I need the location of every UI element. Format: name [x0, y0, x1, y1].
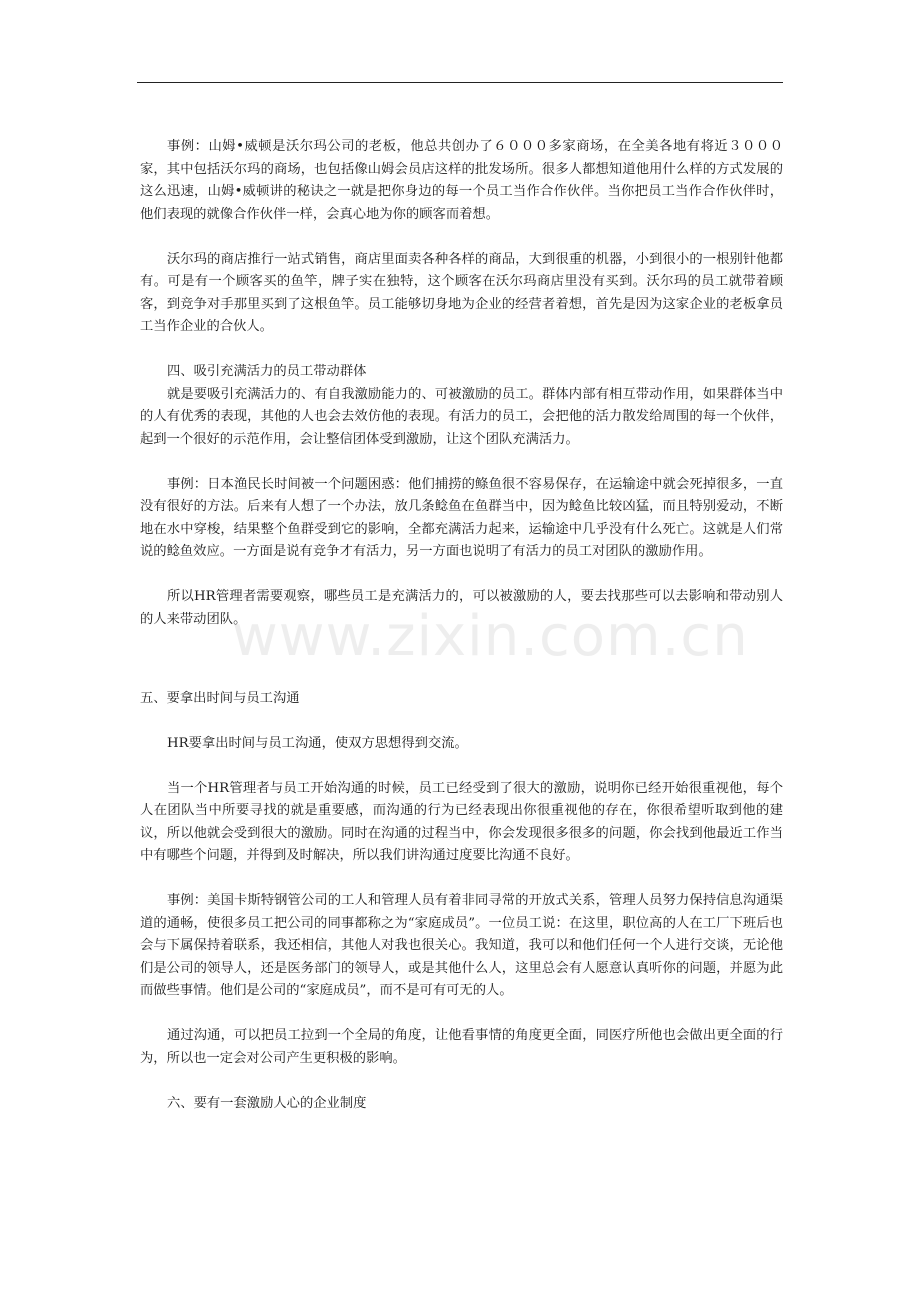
paragraph-hr-observe: 所以HR管理者需要观察，哪些员工是充满活力的，可以被激励的人，要去找那些可以去影响和带动别人的人来带动团队。	[140, 589, 783, 627]
paragraph-hr-communicate: HR要拿出时间与员工沟通，使双方思想得到交流。	[167, 735, 468, 751]
paragraph-walmart-store: 沃尔玛的商店推行一站式销售，商店里面卖各种各样的商品，大到很重的机器，小到很小的一根别针他都有。可是有一个顾客买的鱼竿，牌子实在独特，这个顾客在沃尔玛商店里没有买到。沃尔玛的员工就带着顾客，到竞争对手那里买到了这根鱼竿。员工能够切身地为企业的经营者着想，首先是因为这家企业的老板拿员工当作企业的合伙人。	[140, 251, 783, 334]
paragraph-catfish-case: 事例：日本渔民长时间被一个问题困惑：他们捕捞的鲦鱼很不容易保存，在运输途中就会死掉很多，一直没有很好的方法。后来有人想了一个办法，放几条鲶鱼在鱼群当中，因为鲶鱼比较凶猛，而且特别爱动，不断地在水中穿梭，结果整个鱼群受到它的影响，全都充满活力起来，运输途中几乎没有什么死亡。这就是人们常说的鲶鱼效应。一方面是说有竞争才有活力，另一方面也说明了有活力的员工对团队的激励作用。	[140, 476, 783, 559]
section-heading-4: 四、吸引充满活力的员工带动群体	[167, 364, 367, 379]
header-rule	[137, 82, 783, 83]
paragraph-global-view: 通过沟通，可以把员工拉到一个全局的角度，让他看事情的角度更全面，同医疗所他也会做出更全面的行为，所以也一定会对公司产生更积极的影响。	[140, 1028, 783, 1066]
paragraph-castle-case: 事例：美国卡斯特钢管公司的工人和管理人员有着非同寻常的开放式关系，管理人员努力保持信息沟通渠道的通畅，使很多员工把公司的同事都称之为“家庭成员”。一位员工说：在这里，职位高的人在工厂下班后也会与下属保持着联系，我还相信，其他人对我也很关心。我知道，我可以和他们任何一个人进行交谈，无论他们是公司的领导人，还是医务部门的领导人，或是其他什么人，这里总会有人愿意认真听你的问题，并愿为此而做些事情。他们是公司的“家庭成员”，而不是可有可无的人。	[140, 893, 783, 998]
section-heading-6: 六、要有一套激励人心的企业制度	[167, 1095, 367, 1111]
document-body	[140, 136, 783, 1115]
paragraph-energetic-staff: 就是要吸引充满活力的、有自我激励能力的、可被激励的员工。群体内部有相互带动作用，如果群体当中的人有优秀的表现，其他的人也会去效仿他的表现。有活力的员工，会把他的活力散发给周围的每一个伙伴，起到一个很好的示范作用，会让整信团体受到激励，让这个团队充满活力。	[140, 386, 783, 447]
watermark-text: www.zixin.com.cn	[232, 604, 749, 669]
paragraph-walmart-case: 事例：山姆•威顿是沃尔玛公司的老板，他总共创办了６０００多家商场，在全美各地有将近３０００家，其中包括沃尔玛的商场，也包括像山姆会员店这样的批发场所。很多人都想知道他用什么样的方式发展的这么迅速，山姆•威顿讲的秘诀之一就是把你身边的每一个员工当作合作伙伴。当你把员工当作合作伙伴时，他们表现的就像合作伙伴一样，会真心地为你的顾客而着想。	[140, 139, 783, 222]
section-heading-5: 五、要拿出时间与员工沟通	[140, 690, 300, 706]
paragraph-communication-effect: 当一个HR管理者与员工开始沟通的时候，员工已经受到了很大的激励，说明你已经开始很重视他，每个人在团队当中所要寻找的就是重要感，而沟通的行为已经表现出你很重视他的存在，你很希望听取到他的建议，所以他就会受到很大的激励。同时在沟通的过程当中，你会发现很多很多的问题，你会找到他最近工作当中有哪些个问题，并得到及时解决，所以我们讲沟通过度要比沟通不良好。	[140, 780, 783, 863]
